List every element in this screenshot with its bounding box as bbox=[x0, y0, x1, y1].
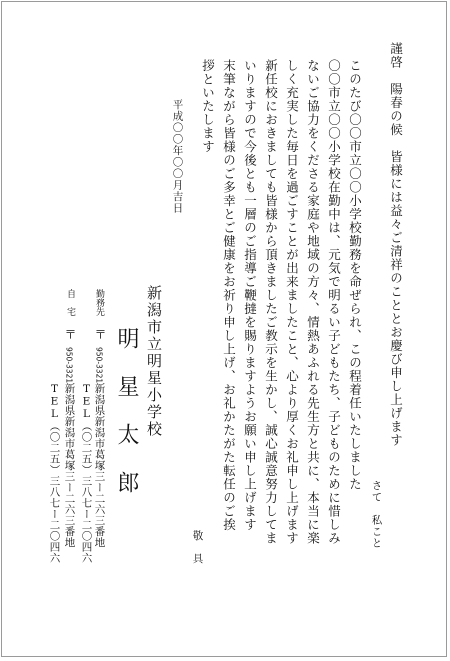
body-line-4: しく充実した毎日を過ごすことが出来ましたこと、心より厚くお礼申し上げます bbox=[284, 59, 300, 545]
home-postal-mark: 〒 bbox=[63, 328, 77, 340]
letter-card bbox=[1, 1, 447, 657]
home-address: 新潟県新潟市葛塚三ー二六三番地 bbox=[63, 383, 76, 548]
preface-text: さて 私こと bbox=[370, 480, 383, 549]
work-label: 勤務先 bbox=[94, 289, 104, 316]
body-line-5: 新任校におきましても皆様から頂きましたご教示を生かし、誠心誠意努力してま bbox=[263, 59, 279, 545]
home-label: 自 宅 bbox=[65, 289, 75, 316]
body-line-1: このたび〇〇市立〇〇小学校勤務を命ぜられ、この程着任いたしました bbox=[347, 59, 363, 491]
work-address: 新潟県新潟市葛塚三ー二六三番地 bbox=[93, 383, 106, 548]
body-line-2: 〇〇市立〇〇小学校在勤中は、元気で明るい子どもたち、子どものために惜しみ bbox=[326, 59, 342, 545]
work-tel: TEL（〇二五）三八七ー二〇四六 bbox=[80, 383, 93, 564]
work-postal-mark: 〒 bbox=[93, 328, 107, 340]
work-postal-code: 950-3321 bbox=[94, 347, 104, 384]
home-postal-code: 950-3321 bbox=[64, 347, 74, 384]
body-line-8: 拶といたします bbox=[200, 59, 216, 154]
body-line-7: 末筆ながら皆様のご多幸とご健康をお祈り申し上げ、お礼かたがた転任のご挨 bbox=[221, 59, 237, 532]
body-line-6: いりますので今後とも一層のご指導ご鞭撻を賜りますようお願い申し上げます bbox=[242, 59, 258, 532]
school-name: 新潟市立明星小学校 bbox=[145, 285, 163, 438]
opening-greeting: 謹啓 陽春の候 皆様には益々ご清祥のこととお慶び申し上げます bbox=[388, 42, 404, 447]
sender-name: 明星太郎 bbox=[114, 327, 139, 519]
closing-text: 敬 具 bbox=[191, 530, 204, 565]
date-text: 平成〇〇年〇〇月吉日 bbox=[171, 99, 184, 214]
body-line-3: ないご協力をくださる家庭や地域の方々、情熱あふれる先生方と共に、本当に楽 bbox=[305, 59, 321, 545]
home-tel: TEL（〇二五）三八七ー二〇四六 bbox=[48, 383, 61, 564]
